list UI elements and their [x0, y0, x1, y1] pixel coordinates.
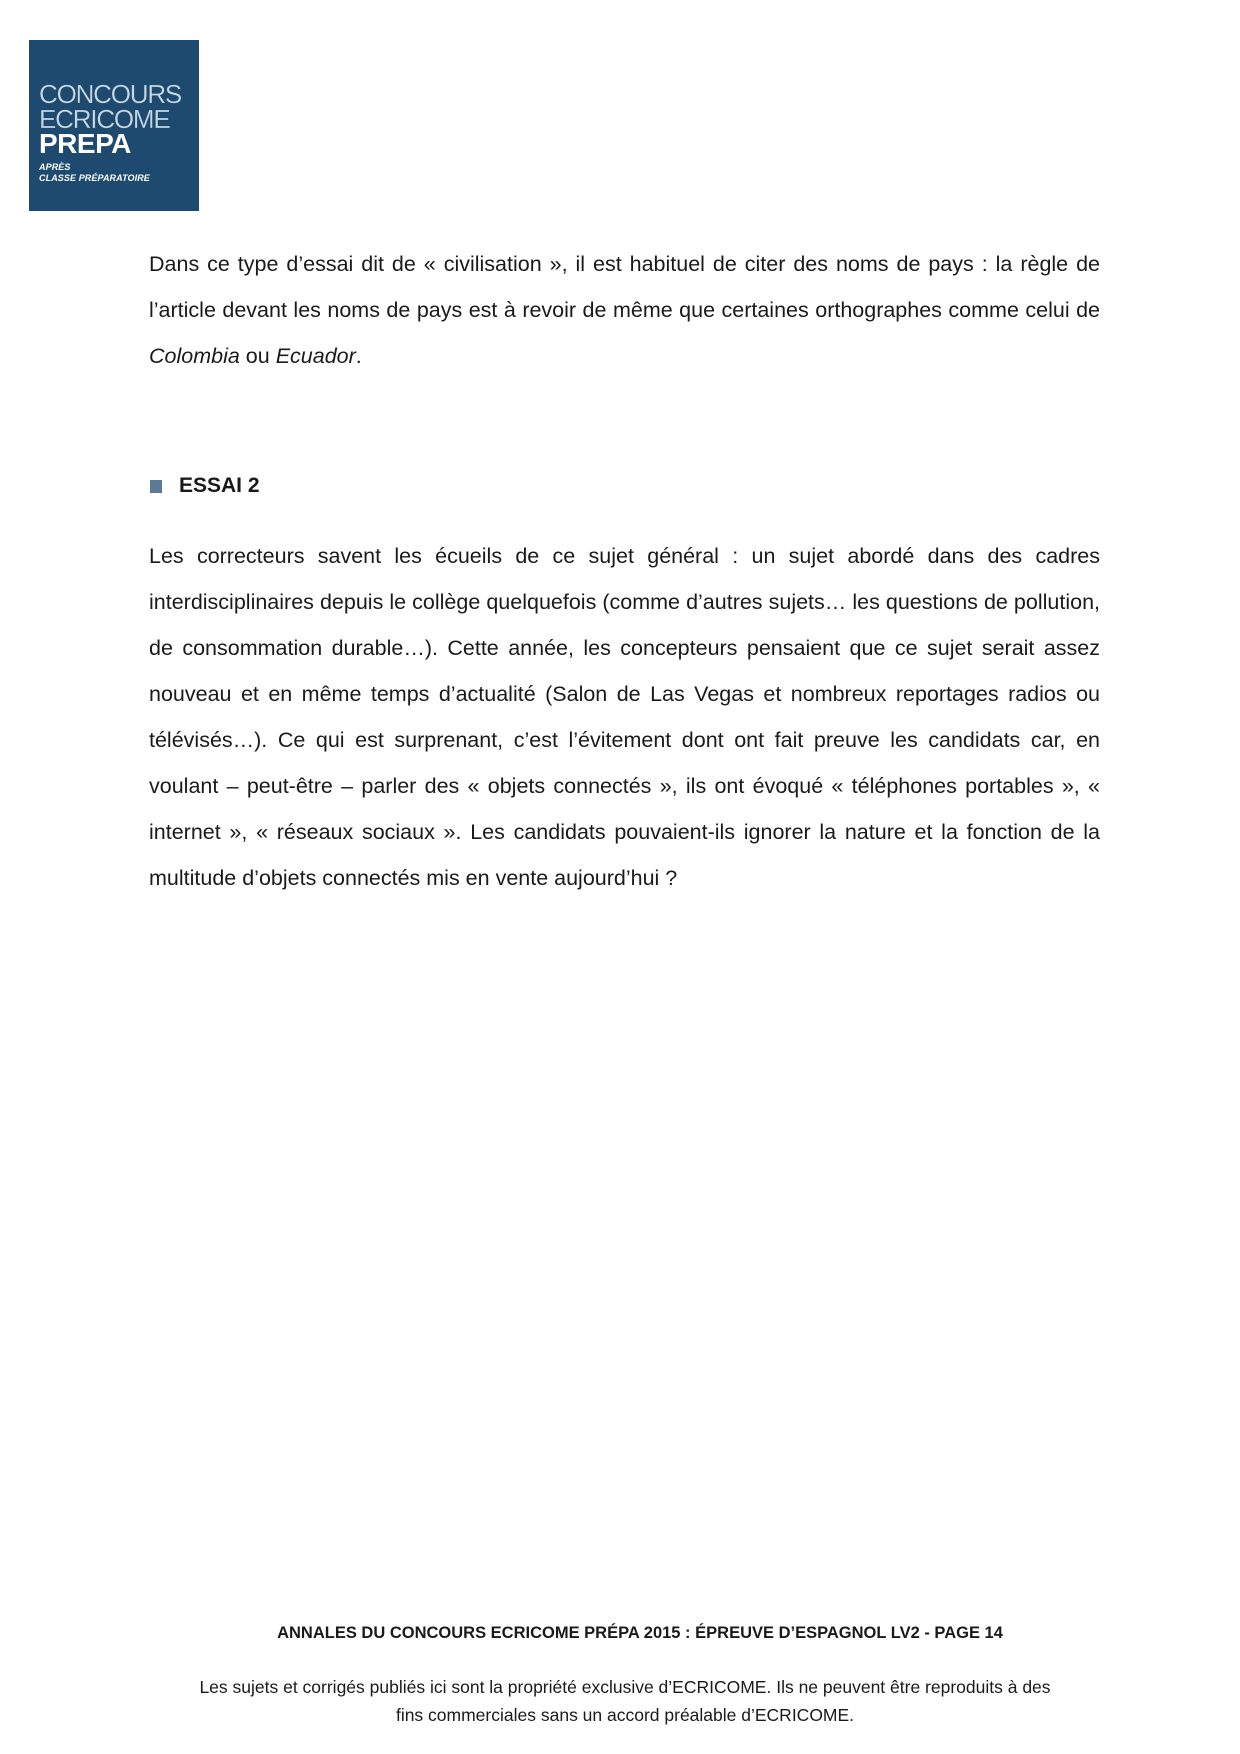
intro-italic-ecuador: Ecuador	[275, 344, 356, 368]
intro-text-part3: .	[355, 344, 362, 368]
logo-text-classe-preparatoire: CLASSE PRÉPARATOIRE	[39, 173, 150, 183]
logo-text-apres: APRÈS	[39, 162, 71, 172]
section-heading-text: ESSAI 2	[179, 474, 260, 497]
essai-2-paragraph: Les correcteurs savent les écueils de ce sujet général : un sujet abordé dans des cadres interdisciplinaires depuis le collège quelquefois (comme d’autres sujets… les questions de pollution, de consommation durable…). Cette année, les concepteurs pensaient que ce sujet serait assez nouveau et en même temps d’actualité (Salon de Las Vegas et nombreux reportages radios ou télévisés…). Ce qui est surprenant, c’est l’évitement dont ont fait preuve les candidats car, en voulant – peut-être – parler des « objets connectés », ils ont évoqué « téléphones portables », « internet », « réseaux sociaux ». Les candidats pouvaient-ils ignorer la nature et la fonction de la multitude d’objets connectés mis en vente aujourd’hui ?	[149, 544, 1100, 890]
ecricome-logo	[29, 40, 199, 211]
logo-text-prepa: PREPA	[39, 128, 131, 159]
intro-text-part2: ou	[239, 344, 276, 368]
footer-title: ANNALES DU CONCOURS ECRICOME PRÉPA 2015 : ÉPREUVE D’ESPAGNOL LV2 - PAGE 14	[277, 1624, 1003, 1642]
footer-note-line-2: fins commerciales sans un accord préalable d’ECRICOME.	[395, 1705, 855, 1725]
intro-text-part1: Dans ce type d’essai dit de « civilisation », il est habituel de citer des noms de pays : la règle de l’article devant les noms de pays est à revoir de même que certaines orthographes comme celui de	[149, 252, 1100, 322]
section-heading-essai-2	[150, 474, 260, 498]
footer-copyright-note	[150, 1673, 1100, 1729]
intro-italic-colombia: Colombia	[149, 344, 240, 368]
logo-text-concours: CONCOURS	[39, 79, 182, 109]
intro-paragraph	[149, 241, 1100, 379]
footer-note-line-1: Les sujets et corrigés publiés ici sont la propriété exclusive d’ECRICOME. Ils ne peuvent être reproduits à des	[199, 1677, 1051, 1697]
square-bullet-icon	[150, 480, 162, 493]
logo-text-ecricome: ECRICOME	[39, 104, 170, 134]
